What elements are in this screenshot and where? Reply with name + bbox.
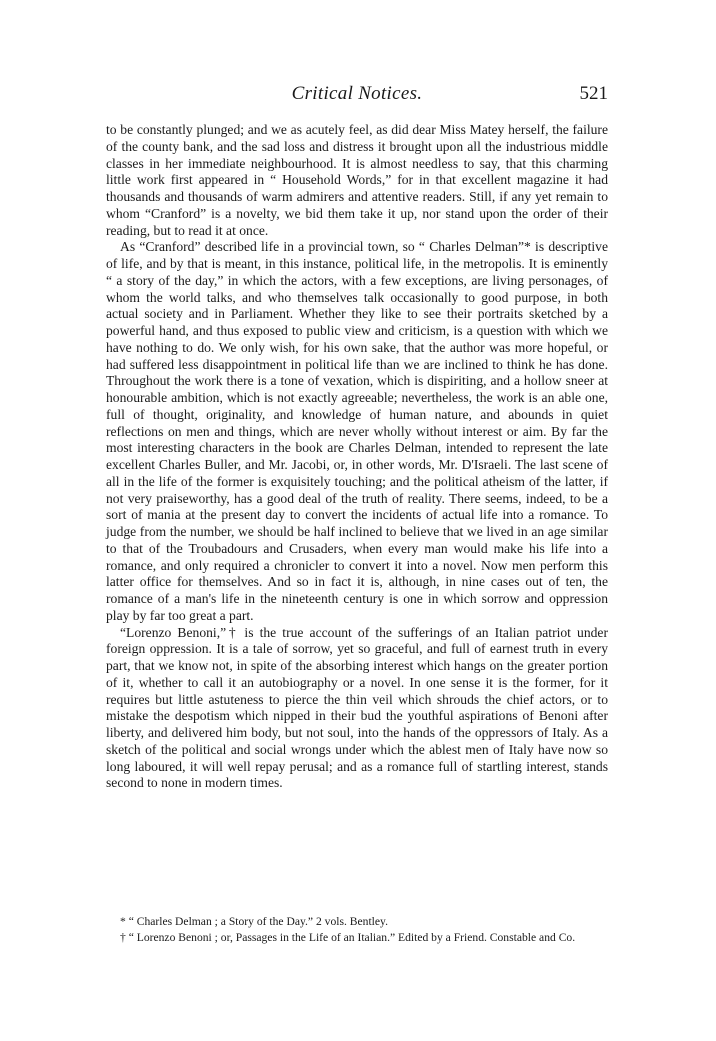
- paragraph-lorenzo-benoni: “Lorenzo Benoni,”† is the true account of the sufferings of an Italian patriot under foreign oppression. It is a tale of sorrow, yet so graceful, and full of earnest truth in every part, that we know not, in spite of the absorbing interest which hangs on the greater portion of it, whether to call it an autobiography or a novel. In one sense it is the former, for it requires but little astuteness to pierce the thin veil which shrouds the chief actors, or to mistake the despotism which nipped in their bud the youthful aspirations of Benoni after liberty, and delivered him body, but not soul, into the hands of the oppressors of Italy. As a sketch of the political and social wrongs under which the ablest men of Italy have now so long laboured, it will well repay perusal; and as a romance full of startling interest, stands second to none in modern times.: [106, 624, 608, 791]
- running-header: [106, 83, 608, 107]
- running-title: Critical Notices.: [291, 83, 423, 104]
- paragraph-cranford-conclusion: to be constantly plunged; and we as acutely feel, as did dear Miss Matey herself, the failure of the county bank, and the sad loss and distress it brought upon all the industrious middle classes in her immediate neighbourhood. It is almost needless to say, that this charming little work first appeared in “ Household Words,” for in that excellent magazine it had thousands and thousands of warm admirers and attentive readers. Still, if any yet remain to whom “Cranford” is a novelty, we bid them take it up, nor stand upon the order of their reading, but to read it at once.: [106, 122, 608, 238]
- body-text: [106, 122, 608, 792]
- page-number: 521: [579, 83, 608, 104]
- paragraph-charles-delman: As “Cranford” described life in a provincial town, so “ Charles Delman”* is descriptive of life, and by that is meant, in this instance, political life, in the metropolis. It is eminently “ a story of the day,” in which the actors, with a few exceptions, are living personages, of whom the world talks, and who themselves talk occasionally to good purpose, in both actual society and in Parliament. Whether they like to see their portraits sketched by a powerful hand, and thus exposed to public view and criticism, is a question with which we have nothing to do. We only wish, for his own sake, that the author was more hopeful, or had suffered less disappointment in political life than we are inclined to think he has done. Throughout the work there is a tone of vexation, which is dispiriting, and a hollow sneer at honourable ambition, which is not exactly agreeable; nevertheless, the work is an able one, full of thought, originality, and knowledge of human nature, and abounds in quiet reflections on men and things, which are never wholly without interest or aim. By far the most interesting characters in the book are Charles Delman, intended to represent the late excellent Charles Buller, and Mr. Jacobi, or, in other words, Mr. D'Israeli. The last scene of all in the life of the former is exquisitely touching; and the political atheism of the latter, if not very praiseworthy, has a good deal of the truth of reality. There seems, indeed, to be a sort of mania at the present day to convert the incidents of actual life into a romance. To judge from the number, we should be half inclined to believe that we lived in an age similar to that of the Troubadours and Crusaders, when every man would make his life into a romance, and only required a chronicler to convert it into a novel. Now men perform this latter office for themselves. And so in fact it is, although, in nine cases out of ten, the romance of a man's life in the nineteenth century is one in which sorrow and oppression play by far too great a part.: [106, 239, 608, 623]
- footnotes: [106, 914, 614, 946]
- footnote-lorenzo-benoni: † “ Lorenzo Benoni ; or, Passages in the Life of an Italian.” Edited by a Friend. Constable and Co.: [120, 931, 576, 944]
- footnote-charles-delman: * “ Charles Delman ; a Story of the Day.” 2 vols. Bentley.: [120, 915, 388, 928]
